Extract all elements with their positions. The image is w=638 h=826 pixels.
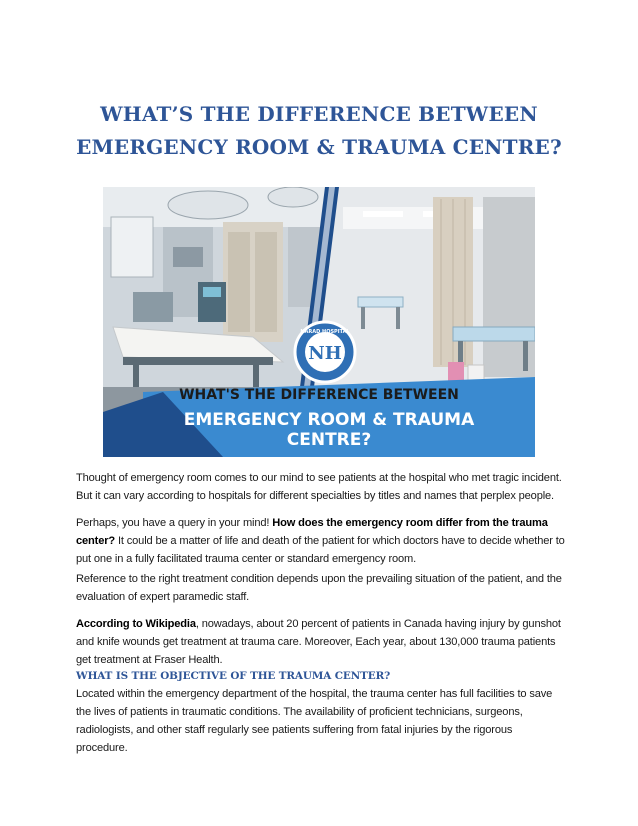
paragraph-2 [76, 514, 566, 568]
paragraph-4-rest: , nowadays, about 20 percent of patients in Canada having injury by gunshot and knife wounds get treatment at trauma care. Moreover, Each year, about 130,000 trauma patients get treatment at Fraser Health. [76, 618, 561, 666]
banner-line-2: EMERGENCY ROOM & TRAUMA CENTRE? [183, 410, 475, 450]
title-line-1: WHAT’S THE DIFFERENCE BETWEEN [100, 102, 538, 126]
paragraph-2-suffix: It could be a matter of life and death of the patient for which doctors have to decide whether to put one in a fully facilitated trauma center or standard emergency room. [76, 535, 565, 565]
paragraph-4 [76, 615, 566, 669]
logo-initials: NH [308, 343, 342, 364]
paragraph-3: Reference to the right treatment condition depends upon the prevailing situation of the patient, and the evaluation of expert paramedic staff. [76, 573, 562, 603]
section-body: Located within the emergency department of the hospital, the trauma center has full facilities to save the lives of patients in traumatic conditions. The availability of proficient technicians, surgeons, radiologists, and other staff regularly see patients suffering from fatal injuries by the rigorous procedure. [76, 688, 553, 754]
paragraph-2-question: How does the emergency room differ from the trauma center? [76, 517, 548, 547]
hero-image [103, 187, 535, 457]
section-heading: WHAT IS THE OBJECTIVE OF THE TRAUMA CENTER? [76, 670, 391, 682]
banner-line-1: WHAT'S THE DIFFERENCE BETWEEN [179, 387, 459, 403]
title-line-2: EMERGENCY ROOM & TRAUMA CENTRE? [76, 135, 562, 159]
page-title [60, 98, 578, 164]
paragraph-2-prefix: Perhaps, you have a query in your mind! [76, 517, 273, 529]
paragraph-1: Thought of emergency room comes to our mind to see patients at the hospital who met tragic incident. But it can vary according to hospitals for different specialties by titles and names that perplex people. [76, 472, 562, 502]
logo-ring-text: NARAD HOSPITAL [300, 329, 350, 335]
wikipedia-reference: According to Wikipedia [76, 618, 196, 630]
